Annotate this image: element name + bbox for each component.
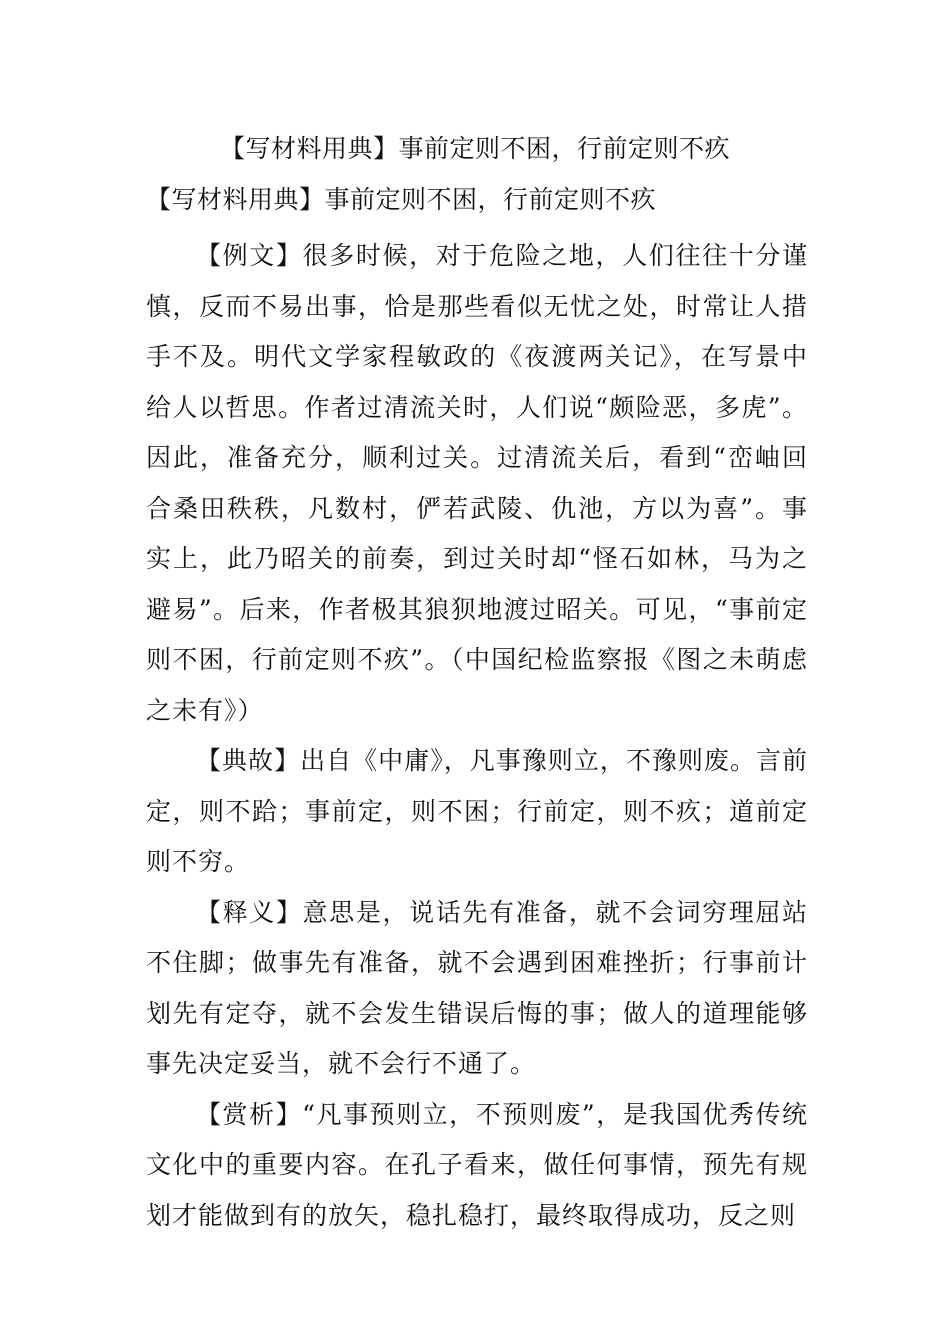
paragraph-appreciation: 【赏析】“凡事预则立，不预则废”，是我国优秀传统文化中的重要内容。在孔子看来，做任何事情，预先有规划才能做到有的放矢，稳扎稳打，最终取得成功，反之则 <box>146 1099 808 1230</box>
document-body <box>146 231 808 1241</box>
paragraph-allusion: 【典故】出自《中庸》，凡事豫则立，不豫则废。言前定，则不跲；事前定，则不困；行前定，则不疚；道前定则不穷。 <box>146 746 808 876</box>
document-title: 【写材料用典】事前定则不困，行前定则不疚 <box>219 134 730 163</box>
paragraph-example: 【例文】很多时候，对于危险之地，人们往往十分谨慎，反而不易出事，恰是那些看似无忧之处，时常让人措手不及。明代文学家程敏政的《夜渡两关记》，在写景中给人以哲思。作者过清流关时，人们说“颇险恶，多虎”。因此，准备充分，顺利过关。过清流关后，看到“峦岫回合桑田秩秩，凡数村，俨若武陵、仇池，方以为喜”。事实上，此乃昭关的前奏，到过关时却“怪石如林，马为之避易”。后来，作者极其狼狈地渡过昭关。可见，“事前定则不困，行前定则不疚”。（中国纪检监察报《图之未萌虑之未有》） <box>146 241 808 725</box>
document-subtitle: 【写材料用典】事前定则不困，行前定则不疚 <box>146 185 657 214</box>
paragraph-interpretation: 【释义】意思是，说话先有准备，就不会词穷理屈站不住脚；做事先有准备，就不会遇到困难挫折；行事前计划先有定夺，就不会发生错误后悔的事；做人的道理能够事先决定妥当，就不会行不通了。 <box>146 897 808 1078</box>
